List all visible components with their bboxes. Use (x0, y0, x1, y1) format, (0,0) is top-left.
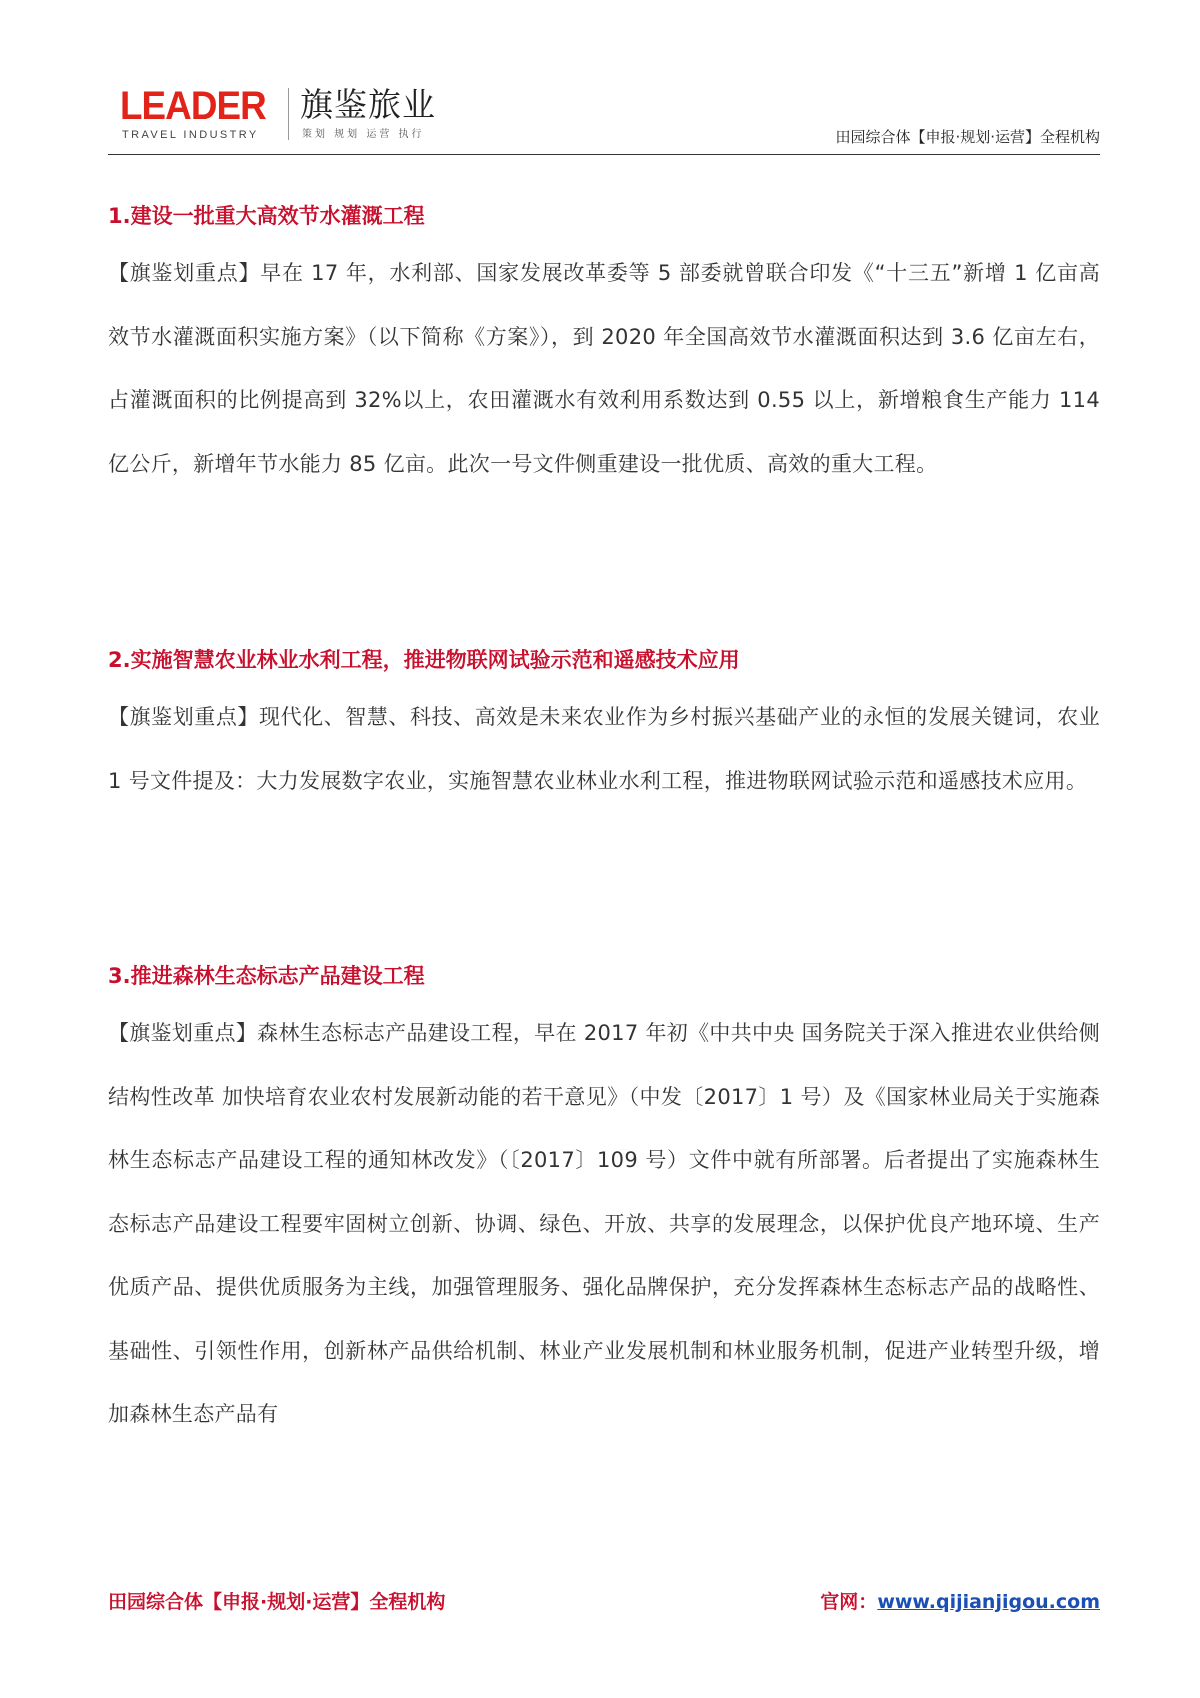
header-divider (108, 154, 1100, 155)
logo-chinese-subtitle: 策划 规划 运营 执行 (302, 129, 425, 140)
logo-chinese-name: 旗鉴旅业 (300, 85, 436, 124)
leader-logo (120, 84, 450, 144)
website-label: 官网： (820, 1591, 878, 1613)
section-title: 3.推进森林生态标志产品建设工程 (108, 964, 425, 988)
logo-divider (288, 88, 289, 140)
footer-tagline: 田园综合体【申报·规划·运营】全程机构 (108, 1591, 446, 1613)
logo-wordmark: LEADER (120, 84, 266, 128)
footer-website (820, 1589, 1100, 1615)
page-header (108, 84, 1100, 156)
section-title: 1.建设一批重大高效节水灌溉工程 (108, 204, 425, 228)
section-paragraph: 【旗鉴划重点】森林生态标志产品建设工程，早在 2017 年初《中共中央 国务院关于深入推进农业供给侧结构性改革 加快培育农业农村发展新动能的若干意见》（中发〔2017〕1 号）及《国家林业局关于实施森林生态标志产品建设工程的通知林改发》（〔2017〕109 号）文件中就有所部署。后者提出了实施森林生态标志产品建设工程要牢固树立创新、协调、绿色、开放、共享的发展理念，以保护优良产地环境、生产优质产品、提供优质服务为主线，加强管理服务、强化品牌保护，充分发挥森林生态标志产品的战略性、基础性、引领性作用，创新林产品供给机制、林业产业发展机制和林业服务机制，促进产业转型升级，增加森林生态产品有 (108, 1021, 1100, 1426)
section-title: 2.实施智慧农业林业水利工程，推进物联网试验示范和遥感技术应用 (108, 648, 740, 672)
header-tagline: 田园综合体【申报·规划·运营】全程机构 (835, 128, 1100, 146)
section-paragraph: 【旗鉴划重点】早在 17 年，水利部、国家发展改革委等 5 部委就曾联合印发《“十三五”新增 1 亿亩高效节水灌溉面积实施方案》（以下简称《方案》），到 2020 年全国高效节水灌溉面积达到 3.6 亿亩左右，占灌溉面积的比例提高到 32%以上，农田灌溉水有效利用系数达到 0.55 以上，新增粮食生产能力 114 亿公斤，新增年节水能力 85 亿亩。此次一号文件侧重建设一批优质、高效的重大工程。 (108, 261, 1100, 476)
section-1 (108, 196, 1100, 496)
section-3 (108, 956, 1100, 1447)
section-2 (108, 640, 1100, 813)
section-paragraph: 【旗鉴划重点】现代化、智慧、科技、高效是未来农业作为乡村振兴基础产业的永恒的发展关键词，农业 1 号文件提及：大力发展数字农业，实施智慧农业林业水利工程，推进物联网试验示范和遥感技术应用。 (108, 705, 1100, 793)
website-link[interactable]: www.qijianjigou.com (877, 1591, 1100, 1613)
logo-subtitle: TRAVEL INDUSTRY (122, 129, 259, 141)
